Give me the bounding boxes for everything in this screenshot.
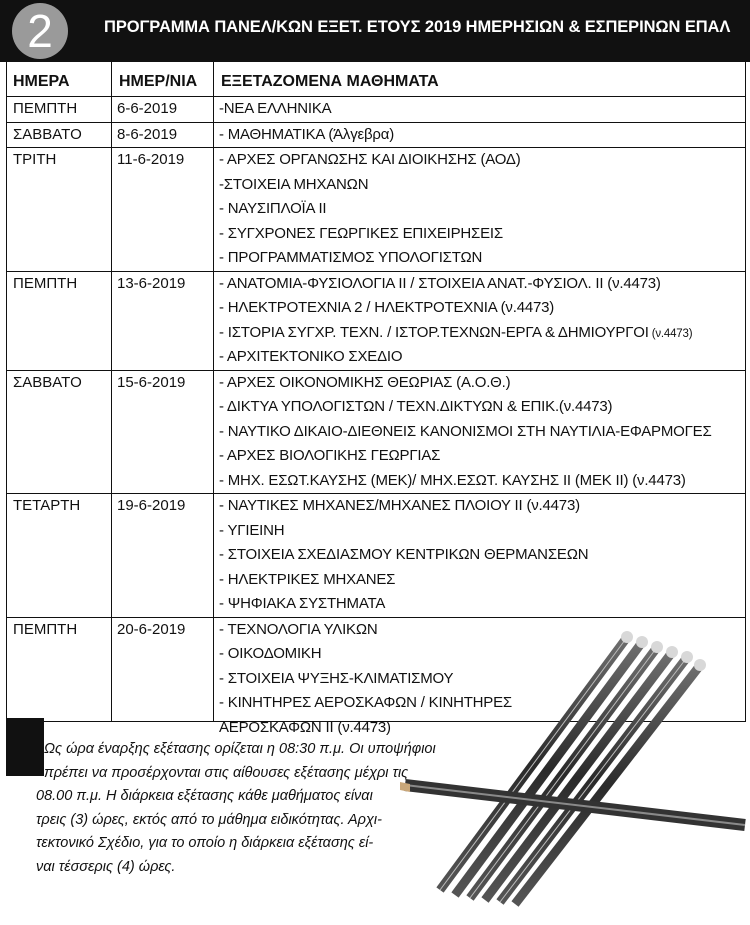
cell-day <box>7 592 111 617</box>
cell-day: ΣΑΒΒΑΤΟ <box>13 373 82 391</box>
table-row <box>7 345 745 370</box>
cell-date <box>111 716 213 741</box>
table-row <box>7 494 745 519</box>
table-row <box>7 296 745 321</box>
cell-subject <box>213 444 745 469</box>
subject-text: - ΗΛΕΚΤΡΟΤΕΧΝΙΑ 2 / ΗΛΕΚΤΡΟΤΕΧΝΙΑ (ν.4473) <box>219 299 555 316</box>
cell-date <box>111 222 213 247</box>
cell-subject <box>213 173 745 198</box>
cell-subject <box>213 371 745 396</box>
subject-text: - ΣΥΓΧΡΟΝΕΣ ΓΕΩΡΓΙΚΕΣ ΕΠΙΧΕΙΡΗΣΕΙΣ <box>219 224 503 242</box>
cell-subject <box>213 395 745 420</box>
table-row <box>7 97 745 122</box>
cell-date: 11-6-2019 <box>117 151 185 168</box>
cell-subject <box>213 197 745 222</box>
cell-subject <box>213 123 745 148</box>
cell-day <box>7 246 111 271</box>
cell-subject <box>213 321 745 346</box>
cell-date <box>111 543 213 568</box>
cell-date <box>111 444 213 469</box>
table-row <box>7 148 745 173</box>
date-group <box>7 147 745 271</box>
table-row <box>7 222 745 247</box>
table-row <box>7 173 745 198</box>
subject-text: - ΝΑΥΤΙΚΕΣ ΜΗΧΑΝΕΣ/ΜΗΧΑΝΕΣ ΠΛΟΙΟΥ ΙΙ (ν.4473) <box>219 497 580 514</box>
subject-text: ΑΕΡΟΣΚΑΦΩΝ ΙΙ (ν.4473) <box>219 718 391 736</box>
cell-date <box>111 321 213 346</box>
cell-subject <box>213 296 745 321</box>
subject-text: -ΣΤΟΙΧΕΙΑ ΜΗΧΑΝΩΝ <box>219 175 369 193</box>
cell-date <box>111 519 213 544</box>
cell-date: 13-6-2019 <box>117 274 186 292</box>
cell-date: 19-6-2019 <box>117 497 186 514</box>
cell-day: ΠΕΜΠΤΗ <box>13 100 78 117</box>
subject-text: - ΣΤΟΙΧΕΙΑ ΣΧΕΔΙΑΣΜΟΥ ΚΕΝΤΡΙΚΩΝ ΘΕΡΜΑΝΣΕΩΝ <box>219 546 589 563</box>
cell-subject <box>213 568 745 593</box>
table-row <box>7 469 745 494</box>
cell-day <box>7 444 111 469</box>
table-row <box>7 123 745 148</box>
subject-text: - ΝΑΥΤΙΚΟ ΔΙΚΑΙΟ-ΔΙΕΘΝΕΙΣ ΚΑΝΟΝΙΣΜΟΙ ΣΤΗ ΝΑΥΤΙΛΙΑ-ΕΦΑΡΜΟΓΕΣ <box>219 422 712 440</box>
cell-day: ΤΕΤΑΡΤΗ <box>13 497 81 514</box>
cell-day <box>7 543 111 568</box>
table-row <box>7 197 745 222</box>
table-row <box>7 321 745 346</box>
date-group <box>7 271 745 370</box>
cell-date <box>111 592 213 617</box>
cell-subject <box>213 420 745 445</box>
note-line: ναι τέσσερις (4) ώρες. <box>36 858 176 875</box>
cell-date <box>111 469 213 494</box>
date-group <box>7 96 745 122</box>
table-row <box>7 246 745 271</box>
subject-text: - ΨΗΦΙΑΚΑ ΣΥΣΤΗΜΑΤΑ <box>219 595 386 612</box>
subject-text: - ΑΡΧΙΤΕΚΤΟΝΙΚΟ ΣΧΕΔΙΟ <box>219 348 403 365</box>
cell-date: 6-6-2019 <box>117 100 178 117</box>
cell-subject <box>213 272 745 297</box>
cell-date <box>111 568 213 593</box>
table-row <box>7 568 745 593</box>
subject-text: - ΑΡΧΕΣ ΒΙΟΛΟΓΙΚΗΣ ΓΕΩΡΓΙΑΣ <box>219 447 441 464</box>
table-row <box>7 395 745 420</box>
cell-day <box>7 469 111 494</box>
cell-subject <box>213 543 745 568</box>
cell-date <box>111 691 213 716</box>
note-line: τεκτονικό Σχέδιο, για το οποίο η διάρκεια εξέτασης εί- <box>36 835 374 852</box>
cell-day <box>7 296 111 321</box>
note-line: Ως ώρα έναρξης εξέτασης ορίζεται η 08:30 π.μ. Οι υποψήφιοι <box>44 741 436 757</box>
cell-day <box>7 667 111 692</box>
cell-subject <box>213 246 745 271</box>
subject-text: - ΠΡΟΓΡΑΜΜΑΤΙΣΜΟΣ ΥΠΟΛΟΓΙΣΤΩΝ <box>219 249 483 266</box>
cell-date <box>111 246 213 271</box>
subject-text: - ΝΑΥΣΙΠΛΟΪΑ ΙΙ <box>219 200 327 217</box>
subject-text: - ΜΑΘΗΜΑΤΙΚΑ (Άλγεβρα) <box>219 125 395 143</box>
cell-subject <box>213 592 745 617</box>
column-header-subjects: ΕΞΕΤΑΖΟΜΕΝΑ ΜΑΘΗΜΑΤΑ <box>221 73 439 90</box>
cell-day: ΣΑΒΒΑΤΟ <box>13 125 82 143</box>
cell-day <box>7 222 111 247</box>
cell-day <box>7 321 111 346</box>
cell-date: 20-6-2019 <box>117 620 186 638</box>
subject-text: - ΑΡΧΕΣ ΟΡΓΑΝΩΣΗΣ ΚΑΙ ΔΙΟΙΚΗΣΗΣ (ΑΟΔ) <box>219 151 521 168</box>
subject-text: - ΟΙΚΟΔΟΜΙΚΗ <box>219 645 322 662</box>
cell-subject <box>213 222 745 247</box>
table-row <box>7 444 745 469</box>
note-marker <box>6 718 44 776</box>
subject-text: - ΔΙΚΤΥΑ ΥΠΟΛΟΓΙΣΤΩΝ / ΤΕΧΝ.ΔΙΚΤΥΩΝ & ΕΠΙΚ.(ν.4473) <box>219 398 613 415</box>
subject-text: - ΥΓΙΕΙΝΗ <box>219 521 285 539</box>
subject-law-note: (ν.4473) <box>648 327 693 340</box>
subject-text: - ΙΣΤΟΡΙΑ ΣΥΓΧΡ. ΤΕΧΝ. / ΙΣΤΟΡ.ΤΕΧΝΩΝ-ΕΡΓΑ & ΔΗΜΙΟΥΡΓΟΙ <box>219 323 649 341</box>
cell-day: ΠΕΜΠΤΗ <box>13 274 78 292</box>
note-line: 08.00 π.μ. Η διάρκεια εξέτασης κάθε μαθήματος είναι <box>36 788 373 805</box>
cell-day: ΠΕΜΠΤΗ <box>13 620 78 638</box>
cell-day <box>7 197 111 222</box>
cell-day <box>7 345 111 370</box>
pencils-photo <box>400 620 750 920</box>
cell-day <box>7 568 111 593</box>
column-header-date: ΗΜΕΡ/ΝΙΑ <box>119 73 198 90</box>
column-header-day: ΗΜΕΡΑ <box>13 73 70 90</box>
table-row <box>7 420 745 445</box>
note-line: πρέπει να προσέρχονται στις αίθουσες εξέτασης μέχρι τις <box>44 764 409 781</box>
note-line: τρεις (3) ώρες, εκτός από το μάθημα ειδικότητας. Αρχι- <box>36 811 382 828</box>
cell-subject <box>213 97 745 122</box>
table-row <box>7 272 745 297</box>
page-title: ΠΡΟΓΡΑΜΜΑ ΠΑΝΕΛ/ΚΩΝ ΕΞΕΤ. ΕΤΟΥΣ 2019 ΗΜΕΡΗΣΙΩΝ & ΕΣΠΕΡΙΝΩΝ ΕΠΑΛ <box>104 18 731 36</box>
subject-text: - ΣΤΟΙΧΕΙΑ ΨΥΞΗΣ-ΚΛΙΜΑΤΙΣΜΟΥ <box>219 669 454 687</box>
cell-date <box>111 395 213 420</box>
cell-date: 15-6-2019 <box>117 373 186 391</box>
cell-day <box>7 420 111 445</box>
cell-date <box>111 197 213 222</box>
table-row <box>7 519 745 544</box>
cell-subject <box>213 469 745 494</box>
cell-subject <box>213 148 745 173</box>
cell-day <box>7 519 111 544</box>
cell-subject <box>213 345 745 370</box>
cell-date <box>111 642 213 667</box>
subject-text: - ΗΛΕΚΤΡΙΚΕΣ ΜΗΧΑΝΕΣ <box>219 570 396 588</box>
section-number-badge: 2 <box>12 3 68 59</box>
cell-date <box>111 420 213 445</box>
date-group <box>7 370 745 494</box>
cell-subject <box>213 494 745 519</box>
subject-text: - ΤΕΧΝΟΛΟΓΙΑ ΥΛΙΚΩΝ <box>219 620 378 638</box>
cell-date <box>111 667 213 692</box>
cell-date <box>111 345 213 370</box>
table-row <box>7 592 745 617</box>
cell-day <box>7 691 111 716</box>
date-group <box>7 493 745 617</box>
cell-date <box>111 296 213 321</box>
subject-text: - ΑΡΧΕΣ ΟΙΚΟΝΟΜΙΚΗΣ ΘΕΩΡΙΑΣ (Α.Ο.Θ.) <box>219 373 511 391</box>
cell-day <box>7 173 111 198</box>
cell-day <box>7 642 111 667</box>
table-row <box>7 543 745 568</box>
cell-day <box>7 395 111 420</box>
subject-text: - ΜΗΧ. ΕΣΩΤ.ΚΑΥΣΗΣ (ΜΕΚ)/ ΜΗΧ.ΕΣΩΤ. ΚΑΥΣΗΣ ΙΙ (ΜΕΚ ΙΙ) (ν.4473) <box>219 471 686 489</box>
pencil-bundle <box>400 631 745 904</box>
cell-date: 8-6-2019 <box>117 125 178 143</box>
cell-subject <box>213 519 745 544</box>
date-group <box>7 122 745 148</box>
table-row <box>7 371 745 396</box>
cell-date <box>111 173 213 198</box>
cell-day: ΤΡΙΤΗ <box>13 151 57 168</box>
subject-text: - ΑΝΑΤΟΜΙΑ-ΦΥΣΙΟΛΟΓΙΑ ΙΙ / ΣΤΟΙΧΕΙΑ ΑΝΑΤ.-ΦΥΣΙΟΛ. ΙΙ (ν.4473) <box>219 274 661 292</box>
subject-text: - ΚΙΝΗΤΗΡΕΣ ΑΕΡΟΣΚΑΦΩΝ / ΚΙΝΗΤΗΡΕΣ <box>219 694 512 711</box>
table-header-row <box>7 62 745 96</box>
subject-text: -ΝΕΑ ΕΛΛΗΝΙΚΑ <box>219 100 332 117</box>
header-bar <box>0 0 750 62</box>
